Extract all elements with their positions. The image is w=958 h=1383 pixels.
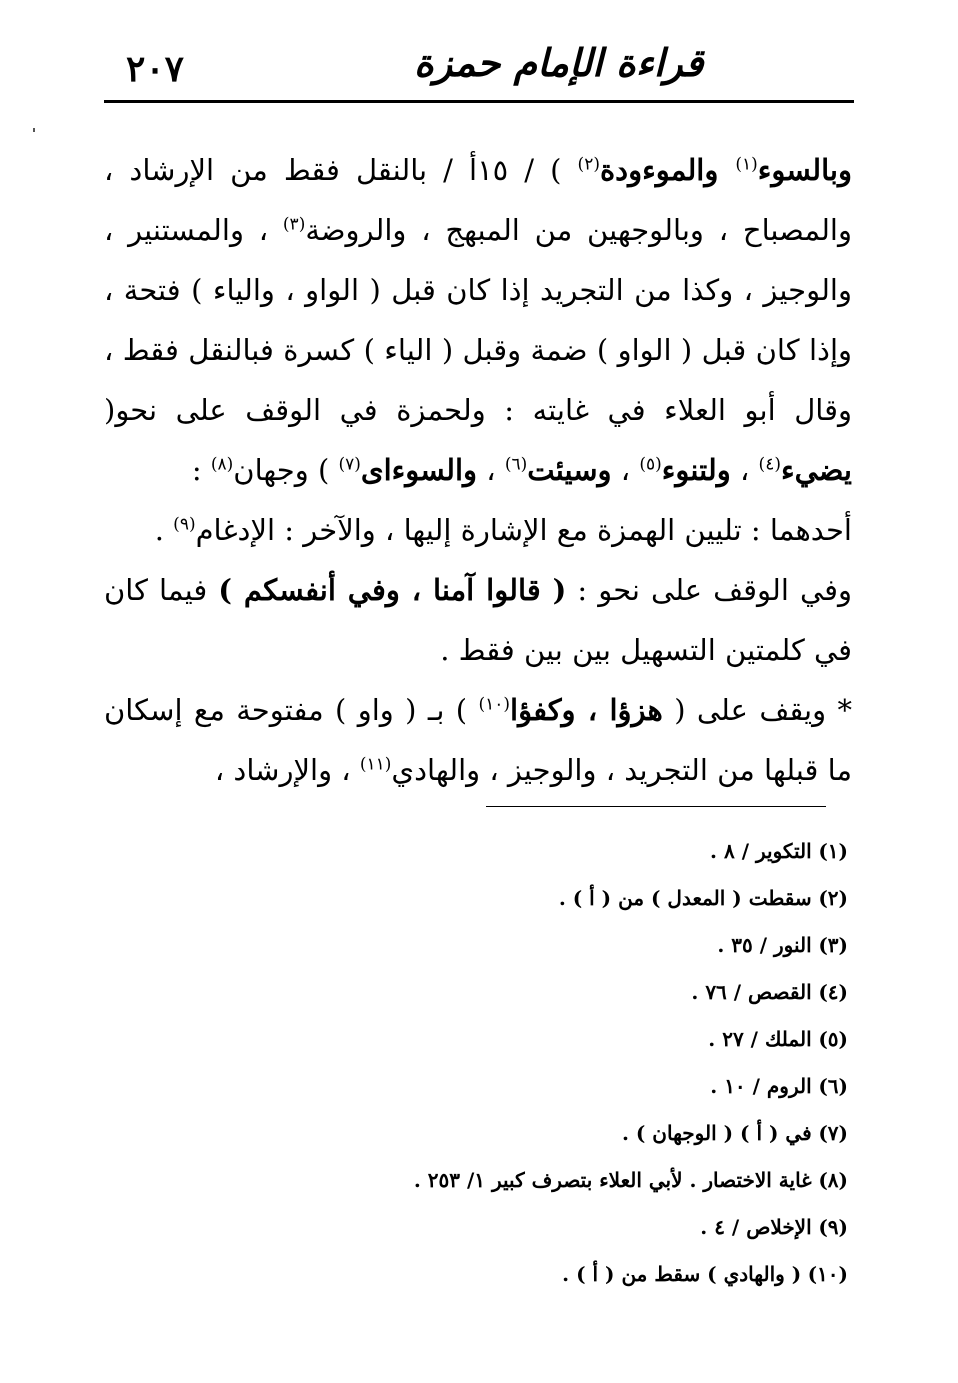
header-rule — [104, 100, 854, 103]
footnote — [104, 1157, 848, 1204]
footnote-ref: (١) — [735, 154, 758, 175]
footnote-number: (٨) — [818, 1168, 848, 1192]
footnote-ref: (٢) — [577, 154, 600, 175]
footnote — [104, 828, 848, 875]
paragraph-1 — [104, 140, 852, 500]
text-run: وفي الوقف على نحو : — [566, 573, 852, 607]
footnote-text: ( والهادي ) سقط من ( أ ) . — [562, 1262, 802, 1286]
footnote-text: سقطت ( المعدل ) من ( أ ) . — [558, 886, 812, 910]
footnote-ref: (١٠) — [478, 694, 511, 715]
text-run: ، — [477, 453, 505, 487]
text-run: ، — [611, 453, 640, 487]
footnote-text: في ( أ ) ( الوجهان ) . — [621, 1121, 812, 1145]
footnote-text: القصص / ٧٦ . — [691, 980, 812, 1004]
text-run: ، والإرشاد ، — [214, 753, 360, 787]
text-run: ، — [730, 453, 759, 487]
footnote-number: (١٠) — [807, 1262, 848, 1286]
footnote-text: الإخلاص / ٤ . — [700, 1215, 812, 1239]
paragraph-3 — [104, 560, 852, 680]
text-run: ، والمستنير ، والوجيز ، وكذا من التجريد إذا كان قبل ( الواو ، والياء ) فتحة ، وإذا كان قبل ( الواو ) ضمة وقبل ( الياء ) كسرة فبالنقل فقط ، وقال أبو العلاء في غايته : ولحمزة في الوقف على نحو( — [104, 213, 852, 427]
page-header — [104, 40, 854, 106]
quran-word: يضيء — [780, 453, 852, 487]
text-run: ) بـ ( واو ) مفتوحة مع إسكان ما قبلها من التجريد ، والوجيز ، والهادي — [104, 693, 852, 787]
footnote-separator — [486, 806, 826, 807]
footnote-ref: (٣) — [282, 214, 306, 235]
footnote — [104, 969, 848, 1016]
text-run: . — [154, 513, 174, 547]
main-text — [104, 140, 852, 800]
footnote-ref: (١١) — [359, 754, 392, 775]
footnote — [104, 875, 848, 922]
footnote-number: (٢) — [818, 886, 848, 910]
footnote — [104, 1016, 848, 1063]
footnote-number: (٣) — [818, 933, 848, 957]
footnote-text: التكوير / ٨ . — [710, 839, 812, 863]
text-run: : — [191, 453, 211, 487]
quran-word: والسوءاى — [360, 453, 478, 487]
footnote-ref: (٥) — [639, 454, 662, 475]
footnote-number: (٩) — [818, 1215, 848, 1239]
paragraph-4 — [104, 680, 852, 800]
text-run: أحدهما : تليين الهمزة مع الإشارة إليها ، والآخر : الإدغام — [195, 513, 852, 547]
text-run: فيما كان في كلمتين التسهيل بين بين فقط . — [104, 573, 852, 667]
quran-word: ولتنوء — [661, 453, 731, 487]
footnote — [104, 1204, 848, 1251]
text-run: * ويقف على ( — [662, 693, 852, 727]
footnote-number: (١) — [818, 839, 848, 863]
quran-word: هزؤا ، وكفؤا — [510, 693, 663, 727]
footnote-ref: (٧) — [338, 454, 361, 475]
footnote-number: (٤) — [818, 980, 848, 1004]
footnote — [104, 1251, 848, 1298]
quran-word: وبالسوء — [757, 153, 852, 187]
footnotes — [104, 828, 848, 1298]
page-number: ٢٠٧ — [126, 48, 185, 90]
footnote-ref: (٦) — [504, 454, 528, 475]
footnote-text: الملك / ٢٧ . — [708, 1027, 812, 1051]
margin-mark — [33, 128, 35, 132]
footnote-text: الروم / ١٠ . — [710, 1074, 812, 1098]
footnote-number: (٥) — [818, 1027, 848, 1051]
quran-phrase: ( قالوا آمنا ، وفي أنفسكم ) — [218, 573, 567, 607]
running-title: قراءة الإمام حمزة — [414, 40, 704, 85]
text-run: ) وجهان — [233, 453, 339, 487]
footnote-number: (٦) — [818, 1074, 848, 1098]
footnote-ref: (٩) — [173, 514, 196, 535]
footnote-number: (٧) — [818, 1121, 848, 1145]
quran-word: والموءودة — [599, 153, 736, 187]
footnote — [104, 1110, 848, 1157]
footnote — [104, 922, 848, 969]
footnote-ref: (٤) — [758, 454, 781, 475]
paragraph-2 — [104, 500, 852, 560]
footnote-text: النور / ٣٥ . — [717, 933, 812, 957]
quran-word: وسيئت — [527, 453, 612, 487]
footnote — [104, 1063, 848, 1110]
text-run: ) / ١٥أ / بالنقل فقط من الإرشاد ، والمصباح ، وبالوجهين من المبهج ، والروضة — [104, 153, 852, 247]
footnote-ref: (٨) — [210, 454, 234, 475]
footnote-text: غاية الاختصار . لأبي العلاء بتصرف كبير ١/ ٢٥٣ . — [413, 1168, 812, 1192]
